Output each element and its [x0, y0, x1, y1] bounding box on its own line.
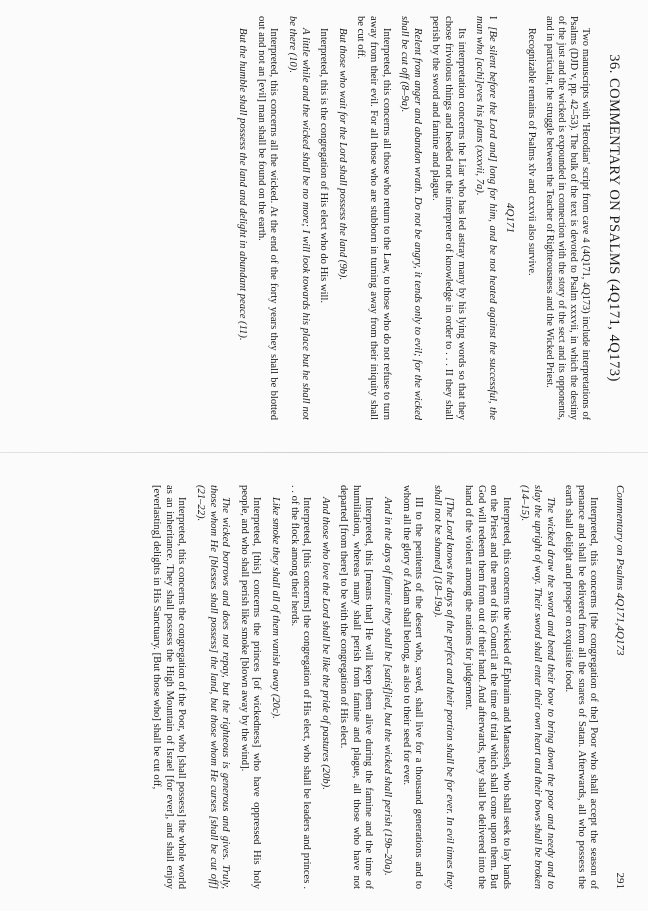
citation-text: A little while and the wicked shall be no more; I will look towards his place but he shall not be there (10).: [287, 16, 311, 420]
interpretation-paragraph: Interpreted, this concerns the wicked of Ephraim and Manasseh, who shall seek to lay hands on the Priest and the men of his Council at the time of trial which shall come upon them. But God will redeem them from out of their hand. And afterwards, they shall be delivered into the hand of the violent among the nations for judgement.: [463, 485, 512, 889]
citation-text: [The Lord knows the days of the perfect and their portion shall be for ever. In evil times they shall not be shamed] (18–19a).: [431, 485, 456, 889]
interpretation-paragraph: Interpreted, this concerns [the congregation of the] Poor who shall accept the season of penance and shall be delivered from all the snares of Satan. Afterwards, all who possess the earth shall delight and prosper on exquisite food.: [563, 485, 600, 889]
interpretation-paragraph: Interpreted, this is the congregation of His elect who do His will.: [318, 28, 330, 304]
citation-text: The wicked borrows and does not repay, but the righteous is generous and gives. Truly, those whom He [blesses shall possess] the land, but those whom He curses [shall be cut off] (21–22).: [194, 485, 232, 889]
psalm-citation: [473, 16, 498, 420]
interpretation-paragraph: III to the penitents of the desert who, saved, shall live for a thousand generations and to whom all the glory of Adam shall belong, as also to their seed for ever.: [400, 485, 425, 889]
intro-paragraph-2: Recognizable remains of Psalms xlv and cxxvii also survive.: [525, 28, 537, 276]
running-head: [613, 485, 626, 889]
interpretation-paragraph: Interpreted, this concerns all those who return to the Law, to those who do not refuse to turn away from their evil. For all those who are stubborn in turning away from their iniquity shall be cut off.: [355, 16, 392, 420]
psalm-citation: [318, 485, 331, 889]
psalm-citation: [381, 485, 394, 889]
psalm-citation: [193, 485, 231, 889]
citation-text: Like smoke they shall all of them vanish away (20c).: [269, 497, 281, 719]
citation-text: And those who love the Lord shall be like the pride of pastures (20b).: [319, 497, 331, 790]
interpretation-paragraph: Interpreted, [this concerns] the congregation of His elect, who shall be leaders and princes . . . of the flock among their herds.: [288, 485, 313, 889]
psalm-citation: [398, 16, 423, 420]
psalm-citation: [285, 16, 310, 420]
intro-paragraph: Two manuscripts with 'Herodian' script from cave 4 (4Q171, 4Q173) include interpretations of Psalms (DJD v, pp. 42–53). The bulk of the text is devoted to Psalm xxxvii, in which the destiny of the just and the wicked is expounded in connection with the story of the sect and its opponents, and in particular, the struggle between the Teacher of Righteousness and the Wicked Priest.: [543, 16, 592, 420]
citation-text: But the humble shall possess the land and delight in abundant peace (11).: [237, 28, 249, 341]
right-page: [26, 485, 626, 889]
interpretation-paragraph: Interpreted, this [means that] He will keep them alive during the famine and the time of humiliation, whereas many shall perish from famine and plague, all those who have not departed [from there] to be with the congregation of His elect.: [338, 485, 375, 889]
interpretation-paragraph: Its interpretation concerns the Liar who has led astray many by his lying words so that they chose frivolous things and heeded not the interpreter of knowledge in order to . . . II they shall perish by the sword and famine and plague.: [430, 16, 467, 420]
citation-text: The wicked draw the sword and bend their bow to bring down the poor and needy and to slay the upright of way. Their sword shall enter their own heart and their bows shall be broken (14–15).: [519, 485, 556, 889]
left-page: [26, 16, 626, 420]
section-label: 4Q171: [504, 203, 517, 233]
citation-text: Relent from anger and abandon wrath. Do not be angry, it tends only to evil; for the wicked shall be cut off (8–9a).: [399, 16, 423, 420]
page-number: 291: [614, 872, 626, 889]
psalm-citation: [268, 485, 281, 889]
psalm-citation: [236, 16, 249, 420]
psalm-citation: [335, 16, 348, 420]
psalm-citation: [430, 485, 455, 889]
citation-text: But those who wait for the Lord shall possess the land (9b).: [336, 28, 348, 281]
citation-text: And in the days of famine they shall be [satisf]ied, but the wicked shall perish (19b–20a).: [382, 497, 394, 876]
running-head-title: Commentary on Psalms 4Q171,4Q173: [614, 485, 626, 656]
chapter-title: 36. COMMENTARY ON PSALMS (4Q171, 4Q173): [606, 54, 622, 382]
psalm-citation: [518, 485, 556, 889]
column-number: I: [486, 16, 498, 20]
book-gutter: [0, 452, 648, 453]
interpretation-paragraph: Interpreted, this concerns the congregation of the Poor, who [shall possess] the whole world as an inheritance. They shall possess the High Mountain of Israel [for ever], and shall enjoy [everlasting] delights in His Sanctuary. [But those who] shall be cut off,: [151, 485, 188, 889]
interpretation-paragraph: Interpreted, this concerns all the wicked. At the end of the forty years they shall be blotted out and not an [evil] man shall be found on the earth.: [255, 16, 280, 420]
citation-text: [Be silent before the Lord and] long for him, and be not heated against the successful, the man who [achi]eves his plans (xxxvii, 7a).: [474, 16, 498, 420]
interpretation-paragraph: Interpreted, [this] concerns the princes [of wickedness] who have oppressed His holy people, and who shall perish like smoke [blown away by the wind].: [238, 485, 263, 889]
